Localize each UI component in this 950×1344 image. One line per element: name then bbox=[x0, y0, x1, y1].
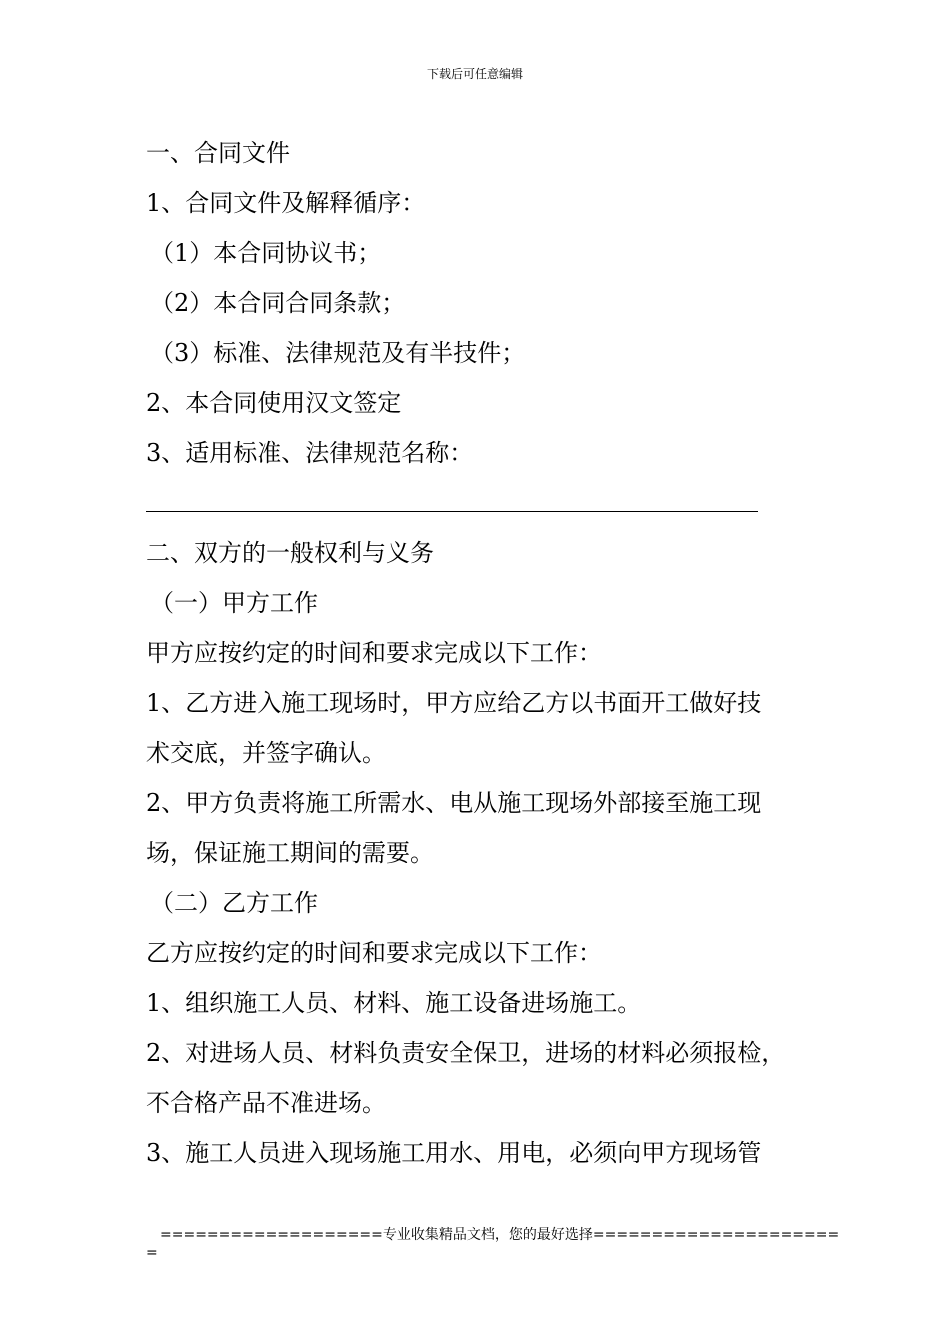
paragraph-line: 不合格产品不准进场。 bbox=[146, 1089, 386, 1117]
paragraph-party-b-intro: 乙方应按约定的时间和要求完成以下工作： bbox=[146, 939, 602, 967]
list-item-agreement: （1）本合同协议书； bbox=[150, 239, 382, 267]
paragraph-line: 3、施工人员进入现场施工用水、用电，必须向甲方现场管 bbox=[146, 1139, 762, 1167]
subsection-party-a-work: （一）甲方工作 bbox=[150, 589, 318, 617]
paragraph-line: 1、组织施工人员、材料、施工设备进场施工。 bbox=[146, 989, 642, 1017]
page-footer: ===================专业收集精品文档，您的最好选择===================== bbox=[160, 1227, 840, 1243]
list-item-standards: （3）标准、法律规范及有半技件； bbox=[150, 339, 526, 367]
document-body bbox=[146, 128, 836, 1178]
clause-3-applicable-standards: 3、适用标准、法律规范名称： bbox=[146, 439, 474, 467]
paragraph-line: 1、乙方进入施工现场时，甲方应给乙方以书面开工做好技 bbox=[146, 689, 762, 717]
paragraph-line: 2、对进场人员、材料负责安全保卫，进场的材料必须报检， bbox=[146, 1039, 786, 1067]
paragraph-party-a-intro: 甲方应按约定的时间和要求完成以下工作： bbox=[146, 639, 602, 667]
page-footer-tail: = bbox=[146, 1245, 158, 1261]
list-item-terms: （2）本合同合同条款； bbox=[150, 289, 406, 317]
clause-1-interpretation-order: 1、合同文件及解释循序： bbox=[146, 189, 426, 217]
page-header: 下载后可任意编辑 bbox=[426, 67, 523, 81]
paragraph-line: 2、甲方负责将施工所需水、电从施工现场外部接至施工现 bbox=[146, 789, 762, 817]
section-heading-contract-documents: 一、合同文件 bbox=[146, 139, 290, 167]
paragraph-line: 场，保证施工期间的需要。 bbox=[146, 839, 434, 867]
clause-2-language: 2、本合同使用汉文签定 bbox=[146, 389, 402, 417]
section-heading-rights-obligations: 二、双方的一般权利与义务 bbox=[146, 539, 434, 567]
fill-in-blank-line bbox=[146, 478, 836, 528]
subsection-party-b-work: （二）乙方工作 bbox=[150, 889, 318, 917]
underline-divider bbox=[146, 511, 758, 512]
paragraph-line: 术交底，并签字确认。 bbox=[146, 739, 386, 767]
